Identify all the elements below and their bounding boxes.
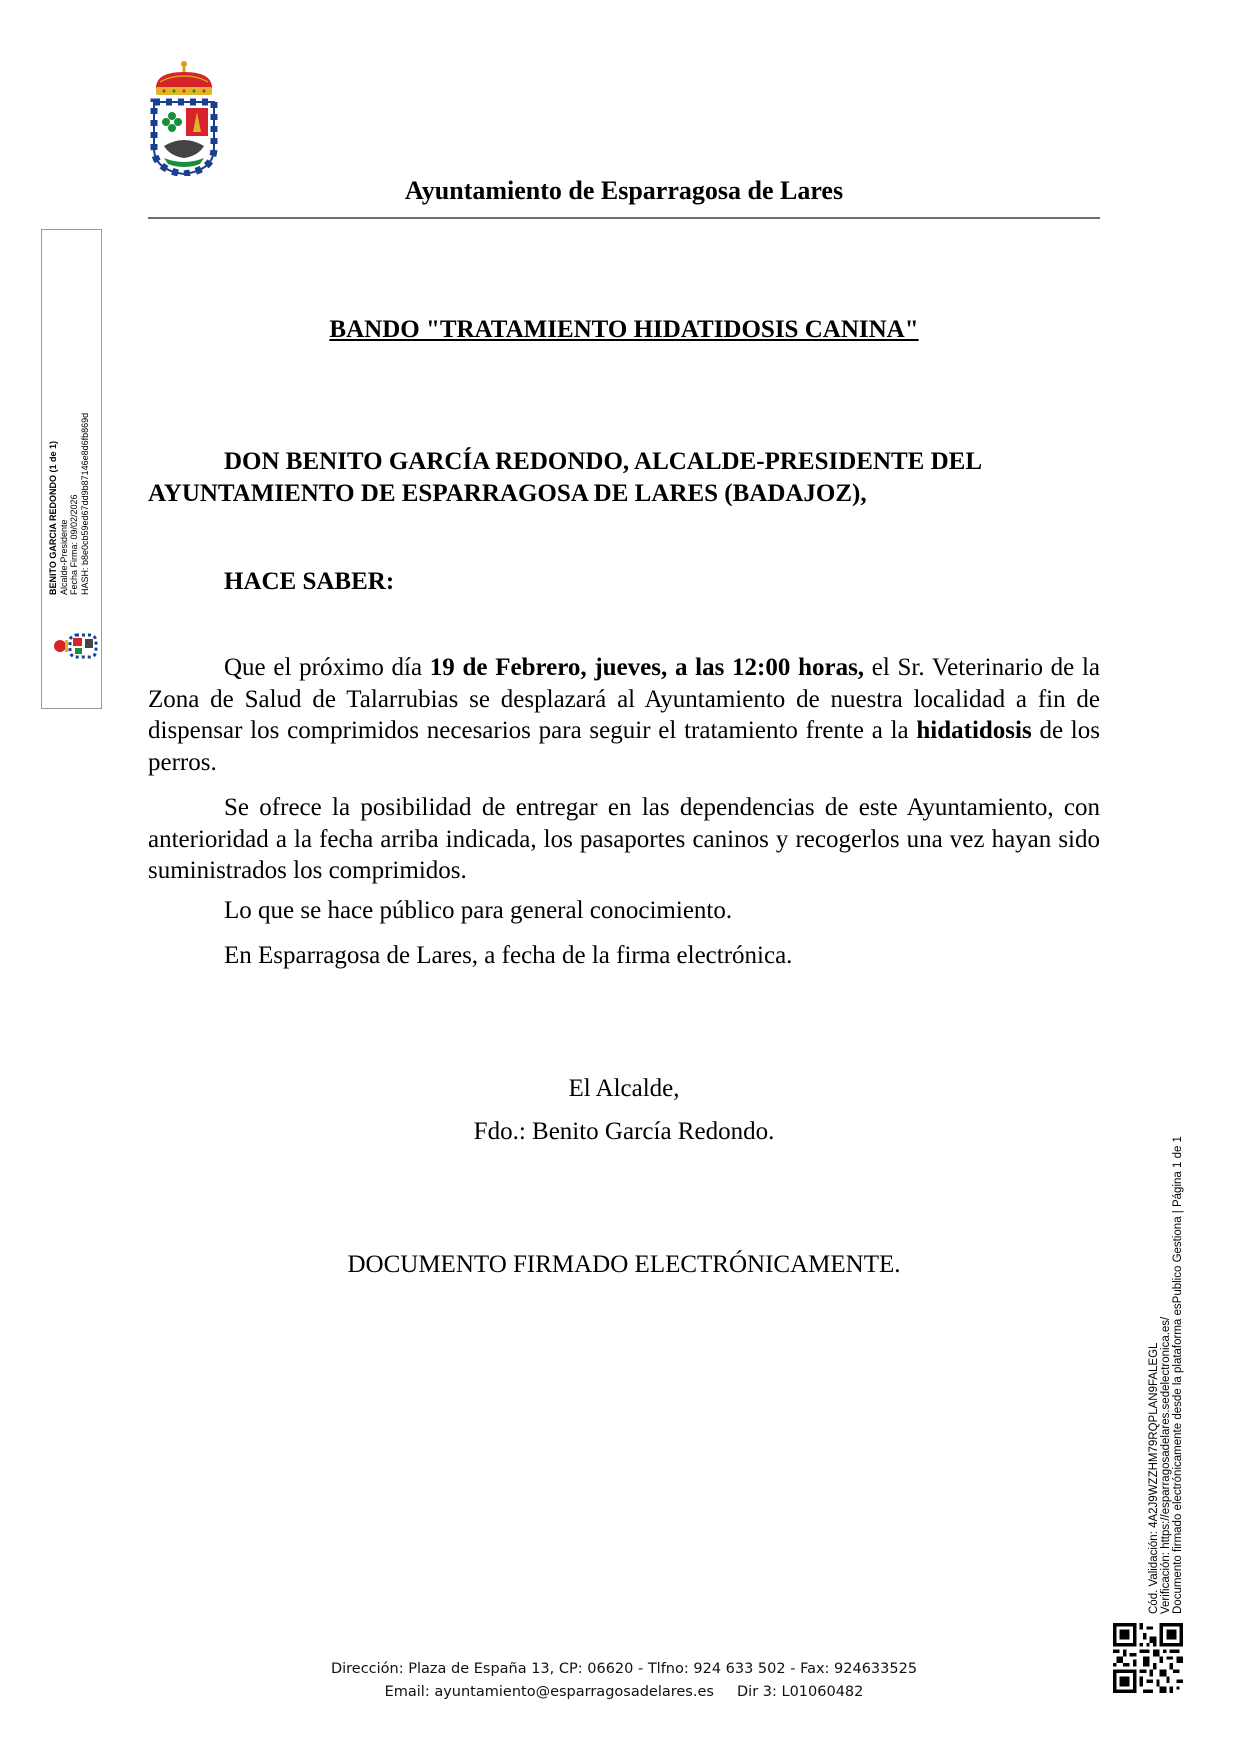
text-segment: de los perros. (148, 717, 1100, 776)
footer-dir3: Dir 3: L01060482 (737, 1684, 864, 1700)
date-time-highlight: 19 de Febrero, jueves, a las 12:00 horas, (429, 654, 865, 681)
signer-name: BENITO GARCIA REDONDO (1 de 1) (48, 440, 58, 595)
footer-email[interactable]: Email: ayuntamiento@esparragosadelares.es (384, 1684, 714, 1700)
coat-of-arms-icon (150, 58, 218, 176)
mini-coat-of-arms-icon (52, 632, 98, 660)
signature-stamp-text (48, 413, 90, 595)
signature-hash: HASH: b8e0cb59ed67dd9b87146e8d6fb869d (79, 412, 90, 595)
footer-contact (148, 1684, 1100, 1700)
document-title (148, 316, 1100, 344)
intro-line-2: AYUNTAMIENTO DE ESPARRAGOSA DE LARES (BADAJOZ), (148, 480, 867, 507)
paragraph-passports: Se ofrece la posibilidad de entregar en las dependencias de este Ayuntamiento, con anterioridad a la fecha arriba indicada, los pasaportes caninos y recogerlos una vez hayan sido suministrados los comprimidos. (148, 794, 1100, 884)
header-divider (148, 217, 1100, 219)
qr-code-icon (1113, 1623, 1183, 1693)
hace-saber-heading: HACE SABER: (224, 568, 395, 595)
organization-name: Ayuntamiento de Esparragosa de Lares (404, 176, 844, 205)
signature-date: Fecha Firma: 09/02/2026 (69, 494, 79, 595)
validation-code: Cód. Validación: 4A2J9WZZHM79RQPLAN9FALEGL (1148, 1342, 1160, 1614)
platform-notice: Documento firmado electrónicamente desde la plataforma esPublico Gestiona | Página 1 de 1 (1172, 1136, 1185, 1614)
disease-highlight: hidatidosis (916, 717, 1032, 744)
intro-paragraph (148, 446, 1100, 510)
paragraph-public-notice: Lo que se hace público para general conocimiento. (224, 897, 733, 924)
verification-strip (1148, 1136, 1185, 1614)
signer-role: Alcalde-Presidente (58, 519, 69, 595)
paragraph-place-date: En Esparragosa de Lares, a fecha de la firma electrónica. (224, 942, 793, 969)
document-title-text: BANDO "TRATAMIENTO HIDATIDOSIS CANINA" (329, 316, 919, 343)
electronic-signature-notice: DOCUMENTO FIRMADO ELECTRÓNICAMENTE. (347, 1251, 901, 1278)
signature-name: Fdo.: Benito García Redondo. (473, 1118, 775, 1145)
text-segment: Que el próximo día (224, 654, 430, 681)
verification-url[interactable]: Verificación: https://esparragosadelares.sedelectronica.es/ (1160, 1316, 1173, 1614)
intro-line-1: DON BENITO GARCÍA REDONDO, ALCALDE-PRESIDENTE DEL (224, 448, 983, 475)
paragraph-announcement (148, 652, 1100, 778)
signature-role: El Alcalde, (568, 1075, 680, 1102)
footer-address: Dirección: Plaza de España 13, CP: 06620 - Tlfno: 924 633 502 - Fax: 924633525 (330, 1661, 918, 1677)
text-segment: el Sr. Veterinario de la Zona de Salud de Talarrubias se desplazará al Ayuntamiento de nuestra localidad a fin de dispensar los comprimidos necesarios para seguir el tratamiento frente a la (148, 654, 1100, 744)
